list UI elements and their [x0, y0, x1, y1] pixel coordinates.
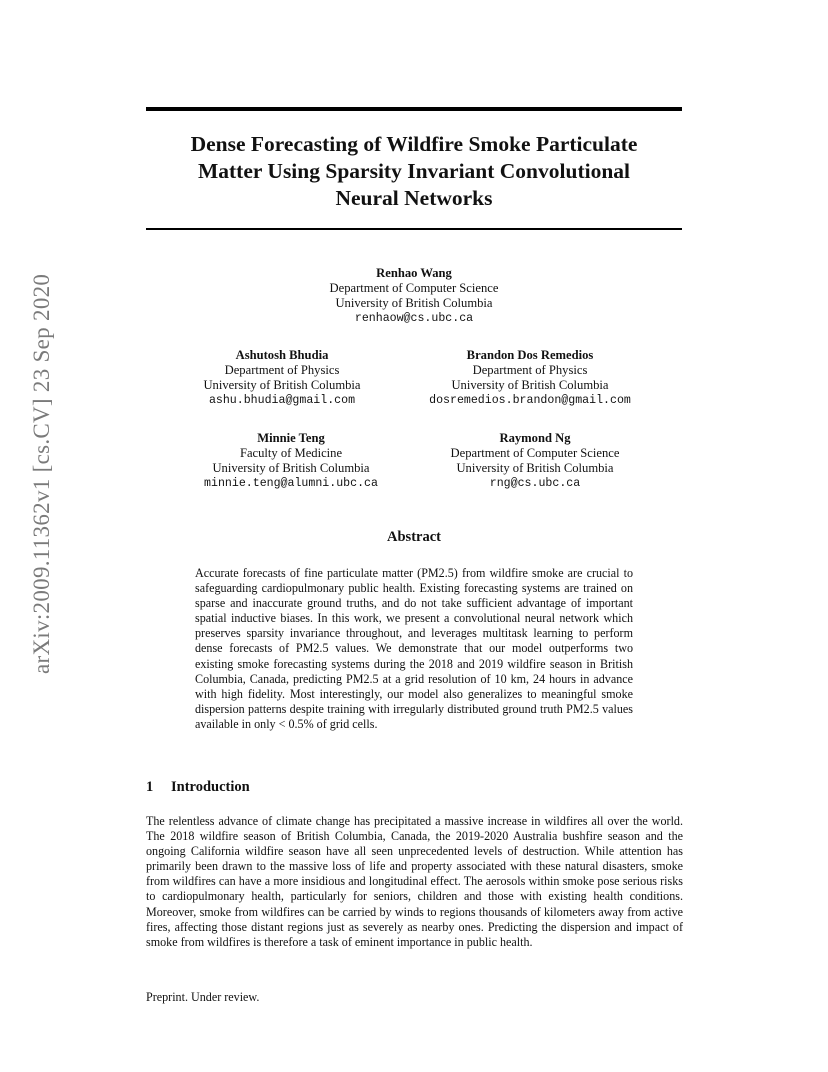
author-block — [418, 431, 652, 491]
author-affiliation: University of British Columbia — [335, 296, 493, 310]
author-email[interactable]: dosremedios.brandon@gmail.com — [429, 394, 631, 407]
author-affiliation: University of British Columbia — [212, 461, 370, 475]
title-line: Dense Forecasting of Wildfire Smoke Particulate — [190, 132, 638, 156]
author-department: Department of Physics — [224, 363, 340, 377]
author-email[interactable]: ashu.bhudia@gmail.com — [208, 394, 356, 407]
author-affiliation: University of British Columbia — [451, 378, 609, 392]
author-department: Department of Computer Science — [329, 281, 499, 295]
paper-title — [146, 131, 682, 212]
section-heading — [146, 779, 250, 796]
arxiv-identifier: arXiv:2009.11362v1 [cs.CV] 23 Sep 2020 — [29, 273, 54, 674]
author-name: Ashutosh Bhudia — [235, 348, 329, 362]
author-block — [264, 266, 564, 326]
abstract-text: Accurate forecasts of fine particulate matter (PM2.5) from wildfire smoke are crucial to safeguarding cardiopulmonary public health. Existing forecasting systems are trained on sparse and inaccurate ground truths, and do not take sufficient advantage of important spatial inductive biases. In this work, we present a convolutional neural network which preserves sparsity invariance throughout, and leverages multitask learning to perform dense forecasts of PM2.5 values. We demonstrate that our model outperforms two existing smoke forecasting systems during the 2018 and 2019 wildfire season in British Columbia, Canada, predicting PM2.5 at a grid resolution of 10 km, 24 hours in advance with high fidelity. Most interestingly, our model also generalizes to meaningful smoke dispersion patterns despite training with irregularly distributed ground truth PM2.5 values available in only < 0.5% of grid cells. — [195, 566, 633, 731]
author-name: Renhao Wang — [376, 266, 452, 280]
author-affiliation: University of British Columbia — [456, 461, 614, 475]
author-department: Faculty of Medicine — [239, 446, 343, 460]
title-rule-bottom — [146, 228, 682, 230]
author-email[interactable]: renhaow@cs.ubc.ca — [354, 312, 474, 325]
abstract-heading: Abstract — [387, 529, 441, 545]
author-affiliation: University of British Columbia — [203, 378, 361, 392]
author-block — [170, 431, 412, 491]
author-name: Minnie Teng — [257, 431, 325, 445]
author-name: Raymond Ng — [499, 431, 571, 445]
title-rule-top — [146, 107, 682, 111]
footer-note: Preprint. Under review. — [146, 990, 260, 1004]
section-number: 1 — [146, 779, 154, 795]
author-email[interactable]: rng@cs.ubc.ca — [489, 477, 581, 490]
author-department: Department of Physics — [472, 363, 588, 377]
section-title: Introduction — [171, 779, 250, 795]
title-line: Neural Networks — [335, 186, 493, 210]
author-department: Department of Computer Science — [450, 446, 620, 460]
author-block — [410, 348, 650, 408]
author-email[interactable]: minnie.teng@alumni.ubc.ca — [204, 477, 378, 490]
introduction-text: The relentless advance of climate change has precipitated a massive increase in wildfires all over the world. The 2018 wildfire season of British Columbia, Canada, the 2019-2020 Australia bushfire season and the ongoing California wildfire season have all seen unprecedented levels of destruction. While attention has primarily been drawn to the massive loss of life and property associated with these natural disasters, smoke from wildfires can have a more insidious and longitudinal effect. The aerosols within smoke pose serious risks to cardiopulmonary health, particularly for seniors, children and those with existing health conditions. Moreover, smoke from wildfires can be carried by winds to regions thousands of kilometers away from active fires, affecting those distant regions just as severely as nearby ones. Predicting the dispersion and impact of smoke from wildfires is therefore a task of eminent importance in public health. — [146, 814, 683, 949]
title-line: Matter Using Sparsity Invariant Convolutional — [197, 159, 631, 183]
author-name: Brandon Dos Remedios — [466, 348, 594, 362]
author-block — [170, 348, 394, 408]
